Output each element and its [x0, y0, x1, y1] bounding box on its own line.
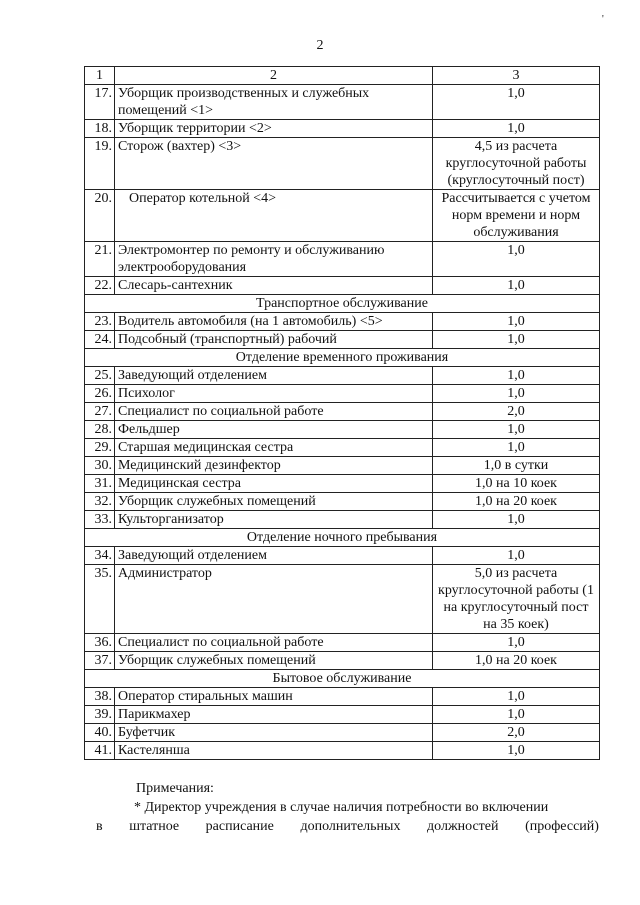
table-row [85, 565, 600, 634]
quantity-cell: 1,0 [433, 85, 600, 120]
table-row [85, 457, 600, 475]
position-name-cell: Фельдшер [115, 421, 433, 439]
section-title: Бытовое обслуживание [85, 670, 600, 688]
table-row [85, 138, 600, 190]
table-row [85, 511, 600, 529]
section-header-row [85, 529, 600, 547]
quantity-cell: 1,0 [433, 634, 600, 652]
row-number-cell: 35. [85, 565, 115, 634]
table-row [85, 313, 600, 331]
header-cell-position: 2 [115, 67, 433, 85]
notes-word: дополнительных [300, 819, 401, 834]
quantity-cell: 1,0 на 20 коек [433, 652, 600, 670]
quantity-cell: 1,0 [433, 385, 600, 403]
row-number-cell: 32. [85, 493, 115, 511]
section-header-row [85, 349, 600, 367]
position-name-cell: Оператор котельной <4> [115, 190, 433, 242]
row-number-cell: 31. [85, 475, 115, 493]
section-header-row [85, 295, 600, 313]
position-name-cell: Культорганизатор [115, 511, 433, 529]
row-number-cell: 34. [85, 547, 115, 565]
row-number-cell: 18. [85, 120, 115, 138]
position-name-cell: Медицинский дезинфектор [115, 457, 433, 475]
row-number-cell: 36. [85, 634, 115, 652]
position-name-cell: Сторож (вахтер) <3> [115, 138, 433, 190]
quantity-cell: 1,0 [433, 313, 600, 331]
header-cell-quantity: 3 [433, 67, 600, 85]
quantity-cell: 5,0 из расчета круглосуточной работы (1 на круглосуточный пост на 35 коек) [433, 565, 600, 634]
position-name-cell: Парикмахер [115, 706, 433, 724]
quantity-cell: 1,0 [433, 242, 600, 277]
quantity-cell: 1,0 [433, 547, 600, 565]
table-row [85, 724, 600, 742]
notes-line-2 [96, 817, 599, 836]
table-row [85, 634, 600, 652]
row-number-cell: 41. [85, 742, 115, 760]
row-number-cell: 26. [85, 385, 115, 403]
table-row [85, 475, 600, 493]
row-number-cell: 37. [85, 652, 115, 670]
notes-word: расписание [205, 819, 274, 834]
table-row [85, 120, 600, 138]
table-row [85, 706, 600, 724]
position-name-cell: Кастелянша [115, 742, 433, 760]
page-number: 2 [316, 38, 324, 53]
row-number-cell: 29. [85, 439, 115, 457]
position-name-cell: Администратор [115, 565, 433, 634]
row-number-cell: 39. [85, 706, 115, 724]
table-row [85, 242, 600, 277]
scan-mark: ' [602, 14, 604, 25]
quantity-cell: 1,0 [433, 706, 600, 724]
position-name-cell: Слесарь-сантехник [115, 277, 433, 295]
row-number-cell: 22. [85, 277, 115, 295]
position-name-cell: Заведующий отделением [115, 547, 433, 565]
notes-word: штатное [129, 819, 180, 834]
row-number-cell: 33. [85, 511, 115, 529]
header-cell-number: 1 [85, 67, 115, 85]
table-row [85, 190, 600, 242]
table-row [85, 688, 600, 706]
quantity-cell: 1,0 в сутки [433, 457, 600, 475]
table-row [85, 742, 600, 760]
position-name-cell: Электромонтер по ремонту и обслуживанию электрооборудования [115, 242, 433, 277]
position-name-cell: Водитель автомобиля (на 1 автомобиль) <5> [115, 313, 433, 331]
quantity-cell: 1,0 на 20 коек [433, 493, 600, 511]
row-number-cell: 20. [85, 190, 115, 242]
position-name-cell: Специалист по социальной работе [115, 403, 433, 421]
quantity-cell: Рассчитывается с учетом норм времени и норм обслуживания [433, 190, 600, 242]
table-row [85, 385, 600, 403]
quantity-cell: 1,0 [433, 511, 600, 529]
quantity-cell: 2,0 [433, 403, 600, 421]
notes-line-1: * Директор учреждения в случае наличия потребности во включении [134, 800, 549, 815]
row-number-cell: 17. [85, 85, 115, 120]
table-row [85, 367, 600, 385]
quantity-cell: 2,0 [433, 724, 600, 742]
notes-word: (профессий) [525, 819, 599, 834]
quantity-cell: 4,5 из расчета круглосуточной работы (круглосуточный пост) [433, 138, 600, 190]
position-name-cell: Медицинская сестра [115, 475, 433, 493]
quantity-cell: 1,0 на 10 коек [433, 475, 600, 493]
staff-table [84, 66, 600, 760]
section-title: Транспортное обслуживание [85, 295, 600, 313]
quantity-cell: 1,0 [433, 439, 600, 457]
row-number-cell: 38. [85, 688, 115, 706]
table-row [85, 547, 600, 565]
table-header-row [85, 67, 600, 85]
position-name-cell: Психолог [115, 385, 433, 403]
position-name-cell: Буфетчик [115, 724, 433, 742]
notes-word: в [96, 819, 103, 834]
position-name-cell: Подсобный (транспортный) рабочий [115, 331, 433, 349]
table-row [85, 652, 600, 670]
quantity-cell: 1,0 [433, 688, 600, 706]
table-row [85, 421, 600, 439]
position-name-cell: Уборщик служебных помещений [115, 493, 433, 511]
quantity-cell: 1,0 [433, 421, 600, 439]
section-title: Отделение временного проживания [85, 349, 600, 367]
row-number-cell: 27. [85, 403, 115, 421]
position-name-cell: Старшая медицинская сестра [115, 439, 433, 457]
section-title: Отделение ночного пребывания [85, 529, 600, 547]
row-number-cell: 21. [85, 242, 115, 277]
row-number-cell: 40. [85, 724, 115, 742]
quantity-cell: 1,0 [433, 331, 600, 349]
position-name-cell: Оператор стиральных машин [115, 688, 433, 706]
position-name-cell: Уборщик территории <2> [115, 120, 433, 138]
row-number-cell: 28. [85, 421, 115, 439]
quantity-cell: 1,0 [433, 277, 600, 295]
table-row [85, 493, 600, 511]
quantity-cell: 1,0 [433, 367, 600, 385]
table-row [85, 403, 600, 421]
row-number-cell: 19. [85, 138, 115, 190]
quantity-cell: 1,0 [433, 120, 600, 138]
row-number-cell: 25. [85, 367, 115, 385]
position-name-cell: Специалист по социальной работе [115, 634, 433, 652]
table-row [85, 277, 600, 295]
table-row [85, 439, 600, 457]
notes-word: должностей [427, 819, 499, 834]
table-row [85, 85, 600, 120]
row-number-cell: 24. [85, 331, 115, 349]
row-number-cell: 30. [85, 457, 115, 475]
position-name-cell: Уборщик производственных и служебных помещений <1> [115, 85, 433, 120]
quantity-cell: 1,0 [433, 742, 600, 760]
notes-title: Примечания: [136, 781, 214, 796]
position-name-cell: Уборщик служебных помещений [115, 652, 433, 670]
section-header-row [85, 670, 600, 688]
table-row [85, 331, 600, 349]
row-number-cell: 23. [85, 313, 115, 331]
position-name-cell: Заведующий отделением [115, 367, 433, 385]
